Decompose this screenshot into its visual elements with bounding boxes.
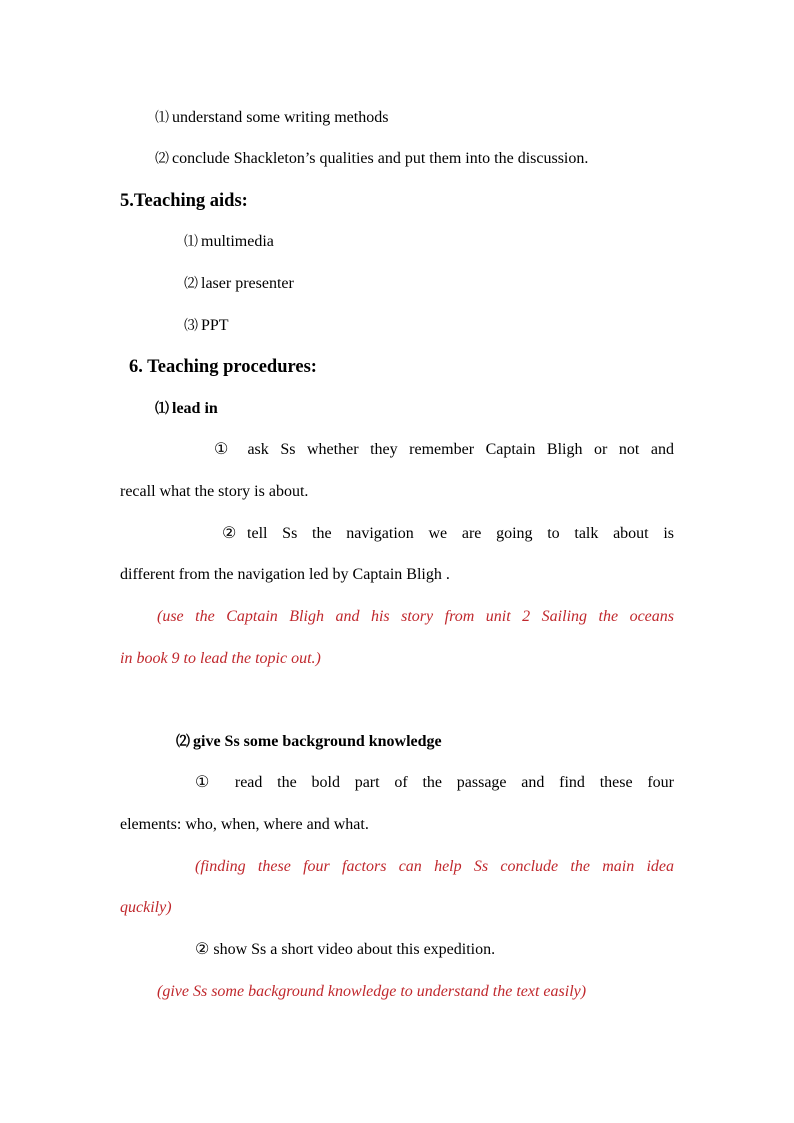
item-text: laser presenter: [201, 275, 294, 292]
item-text: understand some writing methods: [172, 109, 389, 126]
background-note-1-line-2: quckily): [120, 899, 172, 916]
lead-in-step-1-line-2: recall what the story is about.: [120, 483, 309, 500]
lead-in-step-2-line-2: different from the navigation led by Captain Bligh .: [120, 566, 450, 583]
objective-item-1: [155, 108, 388, 129]
background-step-2: ② show Ss a short video about this expedition.: [195, 941, 496, 958]
item-number: ⑵: [176, 735, 190, 750]
lead-in-note-line-2: in book 9 to lead the topic out.): [120, 650, 321, 667]
step-title: lead in: [172, 400, 218, 417]
step-heading-background-knowledge: [176, 732, 442, 753]
aid-item-2: [184, 274, 294, 295]
background-step-1-line-2: elements: who, when, where and what.: [120, 816, 369, 833]
item-number: ⑵: [184, 277, 198, 292]
item-text: conclude Shackleton’s qualities and put them into the discussion.: [172, 150, 589, 167]
lead-in-step-2-line-1: ②tell Ss the navigation we are going to talk about is: [222, 525, 674, 542]
item-number: ⑴: [184, 235, 198, 250]
background-step-1-line-1: ① read the bold part of the passage and find these four: [195, 774, 674, 791]
item-text: multimedia: [201, 233, 274, 250]
item-text: PPT: [201, 317, 229, 334]
aid-item-1: [184, 232, 274, 253]
step-heading-lead-in: [155, 399, 218, 420]
item-number: ⑵: [155, 152, 169, 167]
section-heading-teaching-procedures: 6. Teaching procedures:: [129, 357, 317, 377]
lead-in-step-1-line-1: ① ask Ss whether they remember Captain Bligh or not and: [214, 441, 674, 458]
item-number: ⑴: [155, 402, 169, 417]
item-number: ⑶: [184, 319, 198, 334]
section-heading-teaching-aids: 5.Teaching aids:: [120, 191, 248, 211]
lead-in-note-line-1: (use the Captain Bligh and his story from unit 2 Sailing the oceans: [157, 608, 674, 625]
objective-item-2: [155, 149, 588, 170]
background-note-2: (give Ss some background knowledge to understand the text easily): [157, 983, 587, 1000]
step-title: give Ss some background knowledge: [193, 733, 442, 750]
background-note-1-line-1: (finding these four factors can help Ss conclude the main idea: [195, 858, 674, 875]
item-number: ⑴: [155, 111, 169, 126]
aid-item-3: [184, 316, 229, 337]
